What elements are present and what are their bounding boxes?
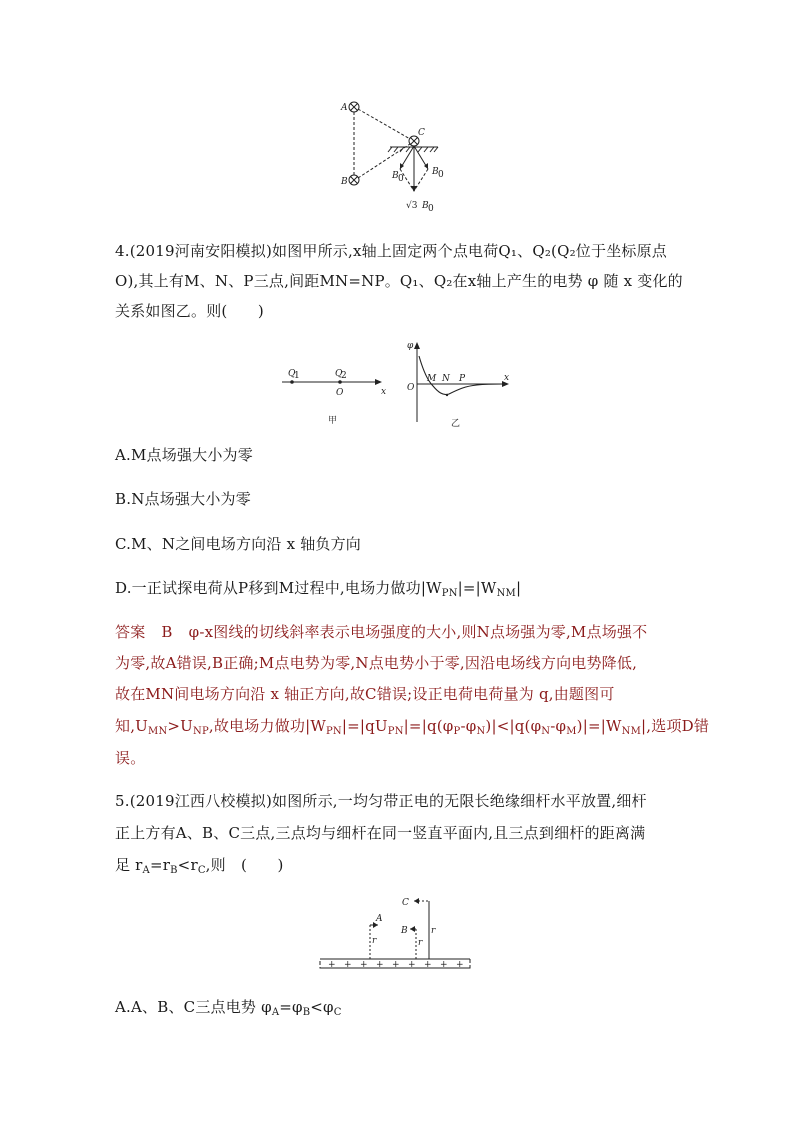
option-b: B.N点场强大小为零 <box>115 490 251 508</box>
plus-sign: + <box>360 960 368 970</box>
sqrt3-label: √3 <box>406 201 418 211</box>
option-d-text: D.一正试探电荷从P移到M过程中,电场力做功|W <box>115 579 442 597</box>
m-label: M <box>427 374 437 384</box>
answer-line-2: 为零,故A错误,B正确;M点电势为零,N点电势小于零,因沿电场线方向电势降低, <box>115 654 638 672</box>
a4-t-a: 知,U <box>115 717 149 735</box>
option-a: A.M点场强大小为零 <box>115 446 253 464</box>
option-d-mid: |=|W <box>457 579 497 597</box>
plus-sign: + <box>392 960 400 970</box>
q5a-t-c: <φ <box>310 998 334 1016</box>
a4-s6: N <box>476 726 486 737</box>
a4-t-d: |=|qU <box>341 717 388 735</box>
caption-jia: 甲 <box>328 416 338 426</box>
a4-t-g: )|<|q(φ <box>485 717 542 735</box>
a4-t-b: >U <box>167 717 194 735</box>
answer-text-1: φ-x图线的切线斜率表示电场强度的大小,则N点场强为零,M点场强不 <box>188 623 648 641</box>
sqrt3-b-label: B <box>422 201 429 211</box>
point-a-label: A <box>376 914 383 924</box>
sqrt3-b-sub: 0 <box>428 204 434 214</box>
option-c: C.M、N之间电场方向沿 x 轴负方向 <box>115 535 361 553</box>
b0-left-sub: 0 <box>398 174 404 184</box>
plus-sign: + <box>376 960 384 970</box>
point-c-label: C <box>402 898 409 908</box>
q5a-t-b: =φ <box>279 998 303 1016</box>
q4-line-3: 关系如图乙。则( ) <box>115 302 264 320</box>
option-d <box>115 578 521 598</box>
rc-label: r <box>431 926 436 936</box>
q5-option-a <box>115 997 342 1017</box>
a4-s5: P <box>453 726 461 737</box>
a4-t-i: )|=|W <box>576 717 622 735</box>
a4-s4: PN <box>387 726 404 737</box>
q1-sub: 1 <box>294 371 300 381</box>
q4-line-2: O),其上有M、N、P三点,间距MN=NP。Q₁、Q₂在x轴上产生的电势 φ 随 x 变化的 <box>115 272 683 290</box>
option-d-sub2: NM <box>496 588 516 599</box>
figure-jia <box>278 365 393 430</box>
rb-label: r <box>418 938 423 948</box>
plus-sign: + <box>408 960 416 970</box>
phi-label: φ <box>407 341 414 351</box>
a4-t-e: |=|q(φ <box>403 717 454 735</box>
q2-label: Q <box>335 369 343 379</box>
n-label: N <box>442 374 450 384</box>
plus-sign: + <box>344 960 352 970</box>
plus-sign: + <box>328 960 336 970</box>
origin-label: O <box>336 388 344 398</box>
b0-right-label: B <box>432 167 439 177</box>
caption-yi: 乙 <box>451 419 461 429</box>
q5-line-1: 5.(2019江西八校模拟)如图所示,一均匀带正电的无限长绝缘细杆水平放置,细杆 <box>115 792 647 810</box>
a4-s8: M <box>566 726 577 737</box>
a4-t-h: -φ <box>550 717 567 735</box>
answer-line-5: 误。 <box>115 749 146 767</box>
x-axis-label: x <box>381 387 387 397</box>
figure-yi <box>405 340 515 432</box>
q5-t-c: <r <box>177 856 198 874</box>
q5-s1: A <box>142 865 150 876</box>
option-d-end: | <box>515 579 522 597</box>
q5-line-2: 正上方有A、B、C三点,三点均与细杆在同一竖直平面内,且三点到细杆的距离满 <box>115 824 646 842</box>
point-a-label: A <box>341 103 348 113</box>
q5-t-d: ,则 ( ) <box>205 856 284 874</box>
q5a-t-a: A.A、B、C三点电势 φ <box>115 998 272 1016</box>
a4-t-j: |,选项D错 <box>641 717 710 735</box>
q1-label: Q <box>288 369 296 379</box>
a4-s7: N <box>541 726 551 737</box>
answer-choice: B <box>161 623 173 641</box>
ra-label: r <box>372 936 377 946</box>
q5-t-a: 足 r <box>115 856 143 874</box>
q5-line-3 <box>115 855 284 875</box>
plus-sign: + <box>456 960 464 970</box>
answer-label: 答案 <box>115 623 146 641</box>
answer-line-4 <box>115 716 709 736</box>
a4-t-c: ,故电场力做功|W <box>208 717 326 735</box>
b0-right-sub: 0 <box>438 170 444 180</box>
p-label: P <box>459 374 466 384</box>
q4-line-1: 4.(2019河南安阳模拟)如图甲所示,x轴上固定两个点电荷Q₁、Q₂(Q₂位于坐标原点 <box>115 242 668 260</box>
q5-s3: C <box>197 865 206 876</box>
q5a-s1: A <box>271 1007 280 1018</box>
plus-sign: + <box>440 960 448 970</box>
yi-origin-label: O <box>407 383 415 393</box>
point-c-label: C <box>418 128 425 138</box>
q5-s2: B <box>170 865 178 876</box>
point-b-label: B <box>341 177 348 187</box>
answer-line-1 <box>115 622 647 642</box>
q5a-s3: C <box>333 1007 342 1018</box>
charged-rod-figure <box>312 893 482 973</box>
rod-charges <box>328 960 464 970</box>
a4-s9: NM <box>621 726 642 737</box>
answer-line-3: 故在MN间电场方向沿 x 轴正方向,故C错误;设正电荷电荷量为 q,由题图可 <box>115 685 615 703</box>
q5a-s2: B <box>302 1007 311 1018</box>
b0-left-label: B <box>392 171 399 181</box>
magnetic-field-figure <box>340 95 480 215</box>
a4-s3: PN <box>325 726 342 737</box>
q5-t-b: =r <box>149 856 171 874</box>
point-b-label: B <box>401 926 408 936</box>
a4-t-f: -φ <box>460 717 477 735</box>
option-d-sub1: PN <box>441 588 458 599</box>
a4-s1: MN <box>148 726 168 737</box>
a4-s2: NP <box>193 726 209 737</box>
q2-sub: 2 <box>341 371 347 381</box>
plus-sign: + <box>424 960 432 970</box>
yi-x-label: x <box>504 373 510 383</box>
